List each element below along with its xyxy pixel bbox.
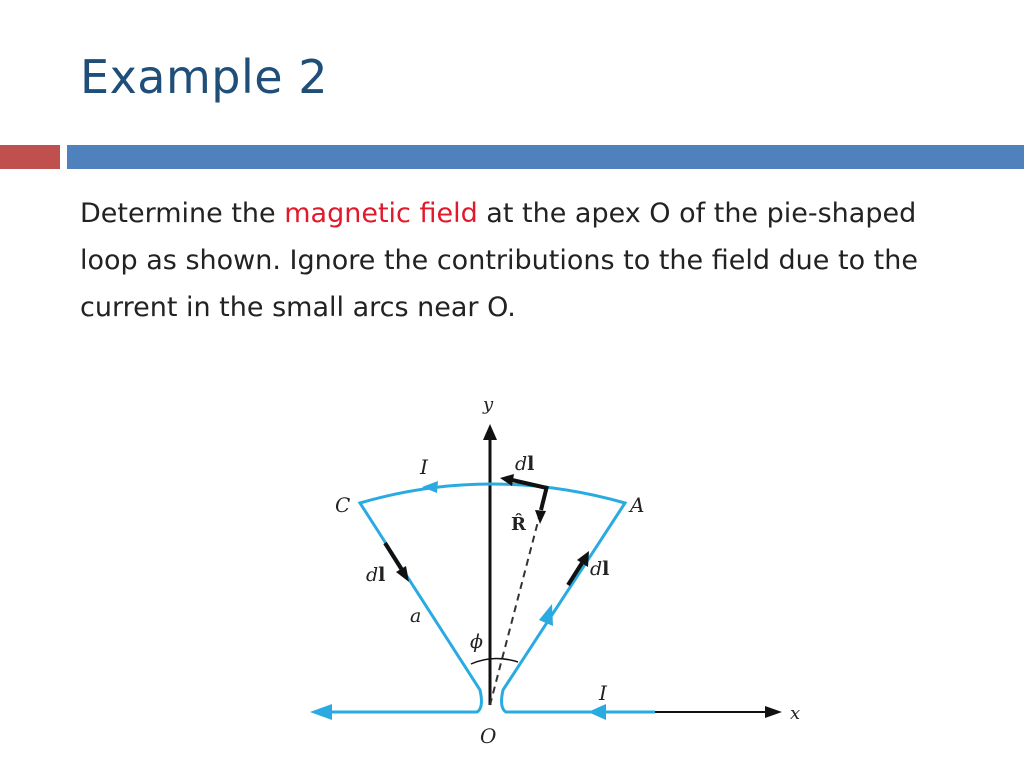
- dl-top-label: dl: [515, 453, 535, 475]
- x-axis-label: x: [790, 703, 801, 724]
- statement-highlight: magnetic field: [284, 198, 478, 229]
- r-vector-line: [490, 510, 541, 705]
- point-a-label: A: [630, 493, 645, 517]
- bottom-right-arrow: [588, 704, 606, 720]
- statement-part-2: at the apex O of the pie-shaped loop as shown. Ignore the contributions to the field due to the current in the small arcs near O.: [80, 198, 918, 323]
- problem-statement: [80, 190, 960, 331]
- angle-arc: [471, 658, 518, 664]
- y-axis-label: y: [483, 394, 494, 415]
- current-top-label: I: [420, 455, 428, 479]
- accent-bar-red: [0, 145, 60, 169]
- loop-wire: [318, 484, 655, 712]
- accent-bar-blue: [67, 145, 1024, 169]
- r-hat-label: R̂: [511, 514, 526, 535]
- point-c-label: C: [335, 493, 351, 517]
- r-hat-arrowhead: [535, 510, 546, 524]
- r-hat-vector: [541, 486, 547, 510]
- y-axis-arrowhead: [483, 424, 497, 440]
- dl-left-arrowhead: [396, 566, 409, 582]
- dl-right-label: dl: [590, 558, 610, 580]
- bottom-left-arrow: [310, 704, 332, 720]
- origin-label: O: [480, 724, 497, 748]
- radius-label: a: [410, 605, 422, 627]
- pie-loop-diagram: [290, 390, 820, 760]
- x-axis-arrowhead: [765, 706, 782, 718]
- arc-arrow: [422, 481, 438, 493]
- angle-label: ϕ: [470, 631, 483, 653]
- right-radial-arrow: [539, 604, 553, 626]
- current-bottom-label: I: [599, 681, 607, 705]
- dl-left-vector: [385, 543, 402, 570]
- slide-title: Example 2: [80, 50, 328, 104]
- statement-part-1: Determine the: [80, 198, 285, 229]
- dl-left-label: dl: [366, 564, 386, 586]
